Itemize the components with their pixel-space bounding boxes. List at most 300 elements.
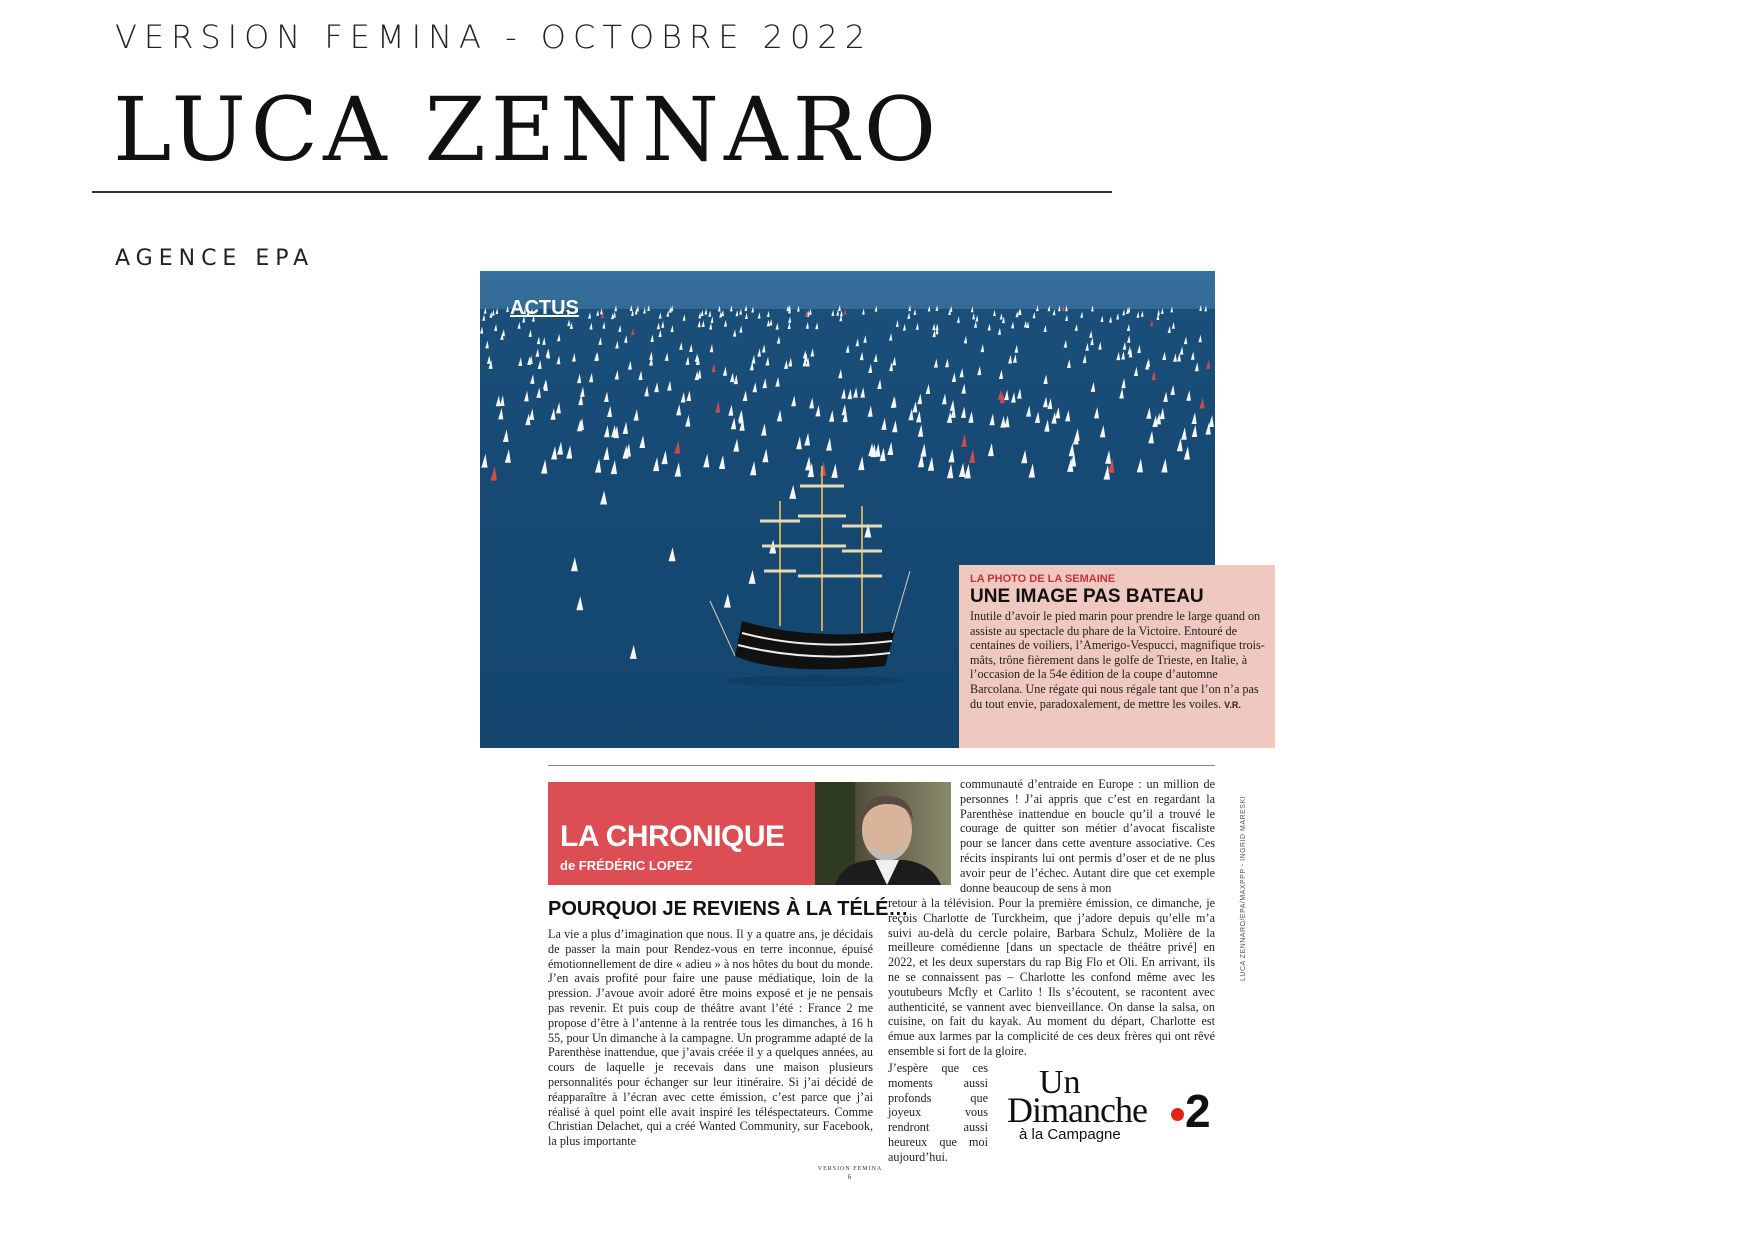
sailboat <box>650 334 653 342</box>
article-column-3-top: communauté d’entraide en Europe : un million de personnes ! J’ai appris que c’est en regardant la Parenthèse inattendue en boucle qu’il a trouvé le courage de quitter son métier d’avocat fiscaliste pour se lancer dans cette aventure associative. Ces récits inspirants lui ont permis d’oser et de ne plus avoir peur de l’échec. Autant dire que cet exemple donne beaucoup de sens à mon <box>960 777 1215 895</box>
sailboat <box>841 388 846 398</box>
sailboat <box>762 344 766 352</box>
sailboat <box>1043 374 1047 384</box>
logo-line-3: à la Campagne <box>1019 1126 1121 1143</box>
sailboat <box>670 325 673 332</box>
sailboat <box>481 454 487 468</box>
sailboat <box>1181 427 1187 439</box>
sailboat <box>1206 360 1210 369</box>
sailboat <box>709 323 712 330</box>
caption-body: Inutile d’avoir le pied marin pour prendre le large quand on assiste au spectacle du phare de la Victoire. Entouré de centaines de voiliers, l’Amerigo-Vespucci, magnifique trois-mâts, trône fièrement dans le golfe de Trieste, en Italie, à l’occasion de la 54e édition de la coupe d’automne Barcolana. Une régate qui nous régale tant que l’on n’a pas du tout envie, paradoxalement, de mettre les voiles. <box>970 609 1265 711</box>
sailboat <box>968 411 973 423</box>
sailboat <box>659 312 662 318</box>
sailboat <box>1121 378 1125 388</box>
sailboat <box>657 322 660 329</box>
sailboat <box>934 359 938 368</box>
sailboat <box>918 424 924 436</box>
sailboat <box>1014 345 1018 353</box>
sailboat <box>701 310 704 316</box>
sailboat <box>1198 335 1201 343</box>
sailboat <box>913 309 916 315</box>
sailboat <box>880 448 886 462</box>
sailboat <box>1116 352 1120 360</box>
sailboat <box>724 320 727 327</box>
sailboat <box>550 408 555 419</box>
logo-line-2: Dimanche <box>1007 1090 1147 1130</box>
sailboat <box>806 322 809 329</box>
sailboat <box>494 324 497 331</box>
sailboat <box>556 402 561 413</box>
sailboat <box>988 443 994 456</box>
sailboat <box>1121 351 1125 359</box>
photo-credit: LUCA ZENNARO/EPA/MAXPPP - INGRID MARESKI <box>1240 795 1247 981</box>
sailboat <box>607 406 612 417</box>
sailboat <box>860 352 864 360</box>
sailboat <box>762 449 768 463</box>
sailboat <box>615 370 619 379</box>
page-footer <box>800 1166 900 1181</box>
sailboat <box>777 410 782 422</box>
sailboat <box>908 409 913 420</box>
sailboat <box>658 330 661 337</box>
sailboat <box>853 387 858 397</box>
sailboat <box>719 455 725 469</box>
sailboat <box>551 446 557 459</box>
sailboat <box>679 342 683 350</box>
sailboat <box>698 312 701 318</box>
sailboat <box>787 322 790 329</box>
sailboat <box>1186 390 1191 400</box>
sailboat <box>947 464 953 478</box>
header-subtitle: VERSION FEMINA - OCTOBRE 2022 <box>115 18 873 56</box>
sailboat <box>750 461 756 475</box>
sailboat <box>529 330 532 337</box>
sailboat <box>1160 408 1165 419</box>
sailboat <box>975 315 978 322</box>
sailboat <box>649 351 653 359</box>
sailboat <box>789 485 796 499</box>
sailboat <box>724 594 731 608</box>
sailboat <box>758 312 761 318</box>
sailboat <box>1065 410 1070 422</box>
sailboat <box>604 392 609 403</box>
sailboat <box>980 344 984 352</box>
sailboat <box>889 362 893 371</box>
sailboat <box>1137 458 1143 472</box>
sailboat <box>815 405 820 416</box>
sailboat <box>1127 346 1131 354</box>
sailboat <box>1173 353 1177 362</box>
sailboat <box>858 456 864 470</box>
caption-text <box>970 609 1265 712</box>
sailboat <box>1177 438 1183 451</box>
sailboat <box>633 409 638 420</box>
sailboat <box>863 335 866 343</box>
sailboat <box>762 378 766 388</box>
sailboat <box>711 363 715 372</box>
sailboat <box>580 387 585 397</box>
sailboat <box>961 407 966 418</box>
sailboat <box>669 547 676 561</box>
sailboat <box>674 441 680 454</box>
tall-ship <box>710 466 910 687</box>
sailboat <box>916 411 921 423</box>
sailboat <box>998 389 1003 399</box>
sailboat <box>957 316 960 323</box>
section-label: ACTUS <box>510 297 579 319</box>
sailboat <box>482 314 485 320</box>
sailboat <box>719 311 722 317</box>
sailboat <box>917 393 922 404</box>
sailboat <box>666 310 669 316</box>
sailboat <box>676 404 681 415</box>
sailboat <box>961 383 966 393</box>
sailboat <box>487 355 491 364</box>
sailboat <box>1000 313 1003 319</box>
caption-title: UNE IMAGE PAS BATEAU <box>970 586 1204 607</box>
sailboat <box>1141 310 1144 316</box>
sailboat <box>826 438 832 451</box>
sailboat <box>734 374 738 384</box>
sailboat <box>974 321 977 328</box>
sailboat <box>710 344 714 352</box>
sailboat <box>1127 324 1130 331</box>
sailboat <box>840 310 843 316</box>
sailboat <box>761 423 767 435</box>
sailboat <box>698 320 701 327</box>
sailboat <box>831 310 834 316</box>
sailboat <box>638 371 642 380</box>
sailboat <box>1172 322 1175 329</box>
sailboat <box>603 446 609 459</box>
sailboat <box>711 316 714 323</box>
sailboat <box>589 323 592 330</box>
sailboat <box>665 352 669 360</box>
sailboat <box>1157 309 1160 315</box>
sailboat <box>1168 326 1171 333</box>
sailboat <box>805 310 808 316</box>
sailboat <box>537 336 540 344</box>
sailboat <box>972 313 975 319</box>
sailboat <box>1067 359 1071 368</box>
sailboat <box>604 425 610 437</box>
sailboat <box>989 414 994 426</box>
sailboat <box>598 337 601 345</box>
sailboat <box>1004 390 1009 400</box>
sailboat <box>932 323 935 330</box>
sailboat <box>916 323 919 330</box>
sailboat <box>950 400 955 411</box>
sailboat <box>600 490 607 504</box>
sailboat <box>703 454 709 468</box>
sailboat <box>1008 355 1012 364</box>
sailboat <box>791 395 796 406</box>
sailboat <box>557 356 561 365</box>
sailboat <box>615 341 619 349</box>
sailboat <box>788 358 792 367</box>
sailboat <box>538 360 542 369</box>
sailboat <box>611 313 614 319</box>
sailboat <box>1136 311 1139 317</box>
chronique-byline: de FRÉDÉRIC LOPEZ <box>560 858 693 873</box>
sailboat <box>685 415 690 427</box>
sailboat <box>856 339 859 347</box>
sailboat <box>1021 450 1027 464</box>
sailboat <box>846 345 850 353</box>
sailboat <box>644 386 649 396</box>
sailboat <box>1035 411 1040 423</box>
article-column-2: retour à la télévision. Pour la première émission, ce dimanche, je reçois Charlotte de Turckheim, que j’adore depuis qu’elle m’a suivi au-delà du cercle polaire, Barbara Schulz, Molière de la meilleure comédienne [dans un spectacle de théâtre privé] en 2022, et les deux superstars du rap Big Flo et Oli. En arrivant, ils ne se connaissent pas – Charlotte les confond même avec les youtubeurs Mcfly et Carlito ! Ils s’écoutent, se racontent avec authenticité, se vannent avec bienveillance. On danse la salsa, on cuisine, on fait du kayak. Au moment du départ, Charlotte est émue aux larmes par la complicité de ces deux frères qui ont rêvé ensemble si fort de la gloire. <box>888 896 1215 1058</box>
sailboat <box>1119 388 1124 398</box>
sailboat <box>743 390 748 400</box>
sailboat <box>896 320 899 327</box>
sailboat <box>490 466 497 480</box>
sailboat <box>715 402 720 413</box>
sailboat <box>964 336 967 344</box>
sailboat <box>489 311 492 317</box>
sailboat <box>969 449 975 463</box>
sailboat <box>530 374 534 384</box>
sailboat <box>935 323 938 330</box>
sailboat <box>1069 443 1075 456</box>
sailboat <box>654 382 659 392</box>
sailboat <box>566 445 572 458</box>
sailboat <box>752 382 757 392</box>
sailboat <box>611 460 617 474</box>
sailboat <box>912 401 917 412</box>
sailboat <box>847 389 852 399</box>
sailboat <box>1064 340 1068 348</box>
article-column-2-end: J’espère que ces moments aussi profonds que joyeux vous rendront aussi heureux que moi aujourd’hui. <box>888 1061 988 1164</box>
sailboat <box>623 422 628 434</box>
sailboat <box>1195 362 1199 371</box>
sailboat <box>1116 313 1119 319</box>
sailboat <box>977 366 981 375</box>
magazine-page <box>480 271 1280 1201</box>
sailboat <box>1184 336 1187 344</box>
sailboat <box>1047 398 1052 409</box>
sailboat <box>536 388 541 398</box>
header-rule <box>92 191 1112 193</box>
sailboat <box>683 314 686 320</box>
sailboat <box>945 358 949 367</box>
sailboat <box>868 364 872 373</box>
sailboat <box>600 308 603 314</box>
sailboat <box>624 335 627 343</box>
sailboat <box>877 379 881 389</box>
sailboat <box>1100 425 1106 437</box>
sailboat <box>730 373 734 383</box>
sailboat <box>686 356 690 365</box>
sailboat <box>529 408 534 419</box>
sailboat <box>942 394 947 405</box>
sailboat <box>503 429 509 442</box>
sailboat <box>541 459 547 473</box>
sailboat <box>661 450 667 464</box>
sailboat <box>952 372 956 382</box>
sailboat <box>689 344 693 352</box>
sailboat <box>630 645 637 659</box>
sailboat <box>1134 367 1138 376</box>
sailboat <box>1105 450 1111 464</box>
caption-kicker: LA PHOTO DE LA SEMAINE <box>970 573 1116 585</box>
sailboat <box>1065 314 1068 320</box>
sailboat <box>1150 320 1153 327</box>
sailboat <box>1162 352 1166 360</box>
sailboat <box>1011 321 1014 328</box>
sailboat <box>733 439 739 452</box>
sailboat <box>618 325 621 332</box>
sailboat <box>675 462 681 476</box>
sailboat <box>842 404 847 415</box>
sailboat <box>557 334 560 342</box>
sailboat <box>1017 388 1022 398</box>
sailboat <box>999 370 1003 379</box>
sailboat <box>887 442 893 455</box>
sailboat <box>777 336 780 344</box>
sailboat <box>751 355 755 364</box>
sailboat <box>1192 425 1198 437</box>
show-logo <box>1007 1066 1217 1146</box>
sailboat <box>596 310 599 316</box>
sailboat <box>1004 415 1009 427</box>
article-column-1: La vie a plus d’imagination que nous. Il y a quatre ans, je décidais de passer la main pour Rendez-vous en terre inconnue, épuisé émotionnellement de dire « adieu » à nos hôtes du bout du monde. J’en avais profité pour faire une pause médiatique, loin de la pression. J’avoue avoir adoré être moins exposé et je ne pensais pas revenir. Et puis coup de théâtre avant l’été : France 2 me propose d’être à l’antenne à la rentrée tous les dimanches, à 16 h 55, pour Un dimanche à la campagne. Un programme adapté de la Parenthèse inattendue, que j’avais créée il y a quelques années, au cours de laquelle je recevais dans une maison plusieurs personnalités pour échanger sur leur itinéraire. Si j’ai décidé de réapparaître à l’écran avec cette émission, c’est parce que j’ai réalisé à quel point elle avait inspiré les téléspectateurs. Comme Christian Delachet, qui a créé Wanted Community, sur Facebook, la plus importante <box>548 927 873 1149</box>
sailboat <box>1028 463 1034 477</box>
sailboat <box>571 557 578 571</box>
sailboat <box>739 308 742 314</box>
sailboat <box>784 360 788 369</box>
sailboat <box>809 398 814 409</box>
sailboat <box>926 384 931 394</box>
sailboat <box>480 327 483 334</box>
sailboat <box>1098 342 1102 350</box>
sailboat <box>1161 458 1167 472</box>
sailboat <box>831 464 837 478</box>
chronique-banner <box>548 782 817 885</box>
sailboat <box>844 309 847 315</box>
sailboat <box>1170 385 1175 395</box>
header-agency: AGENCE EPA <box>115 246 315 271</box>
sailboat <box>959 463 965 477</box>
sailboat <box>1044 420 1049 432</box>
sailboat <box>1122 309 1125 315</box>
sailboat <box>589 373 593 383</box>
sailboat <box>588 312 591 318</box>
sailboat <box>496 396 501 407</box>
article-headline: POURQUOI JE REVIENS À LA TÉLÉ… <box>548 898 909 920</box>
sailboat <box>796 436 802 449</box>
author-portrait <box>815 782 951 885</box>
france2-dot-icon <box>1171 1108 1184 1121</box>
sailboat <box>862 308 865 314</box>
sailboat <box>667 381 671 391</box>
sailboat <box>993 310 996 316</box>
sailboat <box>868 405 873 416</box>
section-separator <box>548 765 1215 766</box>
sailboat <box>1033 312 1036 318</box>
sailboat <box>1163 391 1168 402</box>
sailboat <box>767 320 770 327</box>
sailboat <box>686 390 691 400</box>
sailboat <box>892 357 896 366</box>
sailboat <box>881 418 886 430</box>
footer-page-number: 6 <box>847 1173 853 1181</box>
footer-magazine: VERSION FEMINA <box>817 1166 883 1172</box>
portrait-illustration <box>815 782 951 885</box>
sailboat <box>1080 311 1083 317</box>
logo-line-1: Un <box>1039 1064 1081 1101</box>
sailboat <box>1011 392 1016 403</box>
sailboat <box>1089 330 1092 337</box>
sailboat <box>920 443 926 456</box>
sailboat <box>745 313 748 319</box>
sailboat <box>1013 354 1017 363</box>
sailboat <box>788 316 791 323</box>
sailboat <box>1191 351 1195 359</box>
sailboat <box>518 357 522 366</box>
sailboat <box>681 392 686 403</box>
sailboat <box>728 405 733 416</box>
sailboat <box>661 321 664 328</box>
sailboat <box>815 322 818 329</box>
sailboat <box>570 322 573 329</box>
sailboat <box>639 435 645 448</box>
sailboat <box>735 310 738 316</box>
sailboat <box>757 348 761 356</box>
sailboat <box>1180 346 1184 354</box>
sailboat <box>1090 337 1093 345</box>
sailboat <box>542 337 545 345</box>
sailboat <box>1152 371 1156 380</box>
sailboat <box>1024 321 1027 328</box>
sailboat <box>576 596 583 610</box>
sailboat <box>988 324 991 331</box>
sailboat <box>769 319 772 326</box>
sailboat <box>829 410 834 422</box>
sailboat <box>1083 355 1087 364</box>
sailboat <box>524 391 529 402</box>
caption-signature: V.R. <box>1224 699 1241 710</box>
sailboat <box>810 348 814 356</box>
logo-channel: 2 <box>1185 1085 1211 1137</box>
sailboat <box>1002 316 1005 323</box>
sailboat <box>1148 431 1154 444</box>
sailboat <box>1200 397 1205 408</box>
sailboat <box>1184 446 1190 459</box>
sailboat <box>1109 316 1112 323</box>
sailboat <box>809 309 812 315</box>
sailboat <box>1191 412 1196 424</box>
sailboat <box>1123 342 1127 350</box>
sailboat <box>577 374 581 384</box>
sailboat <box>1053 309 1056 315</box>
sailboat <box>500 395 505 406</box>
sailboat <box>631 328 634 335</box>
sailboat <box>889 333 892 340</box>
sailboat <box>572 353 576 362</box>
sailboat <box>1091 382 1096 392</box>
sailboat <box>775 323 778 330</box>
sailboat <box>928 457 934 471</box>
sailboat <box>749 570 756 584</box>
sailboat <box>628 361 632 370</box>
sailboat <box>492 309 495 315</box>
sailboat <box>733 329 736 336</box>
sailboat <box>1094 407 1099 418</box>
header-name: LUCA ZENNARO <box>113 78 941 181</box>
sailboat <box>708 310 711 316</box>
sailboat <box>498 408 503 419</box>
